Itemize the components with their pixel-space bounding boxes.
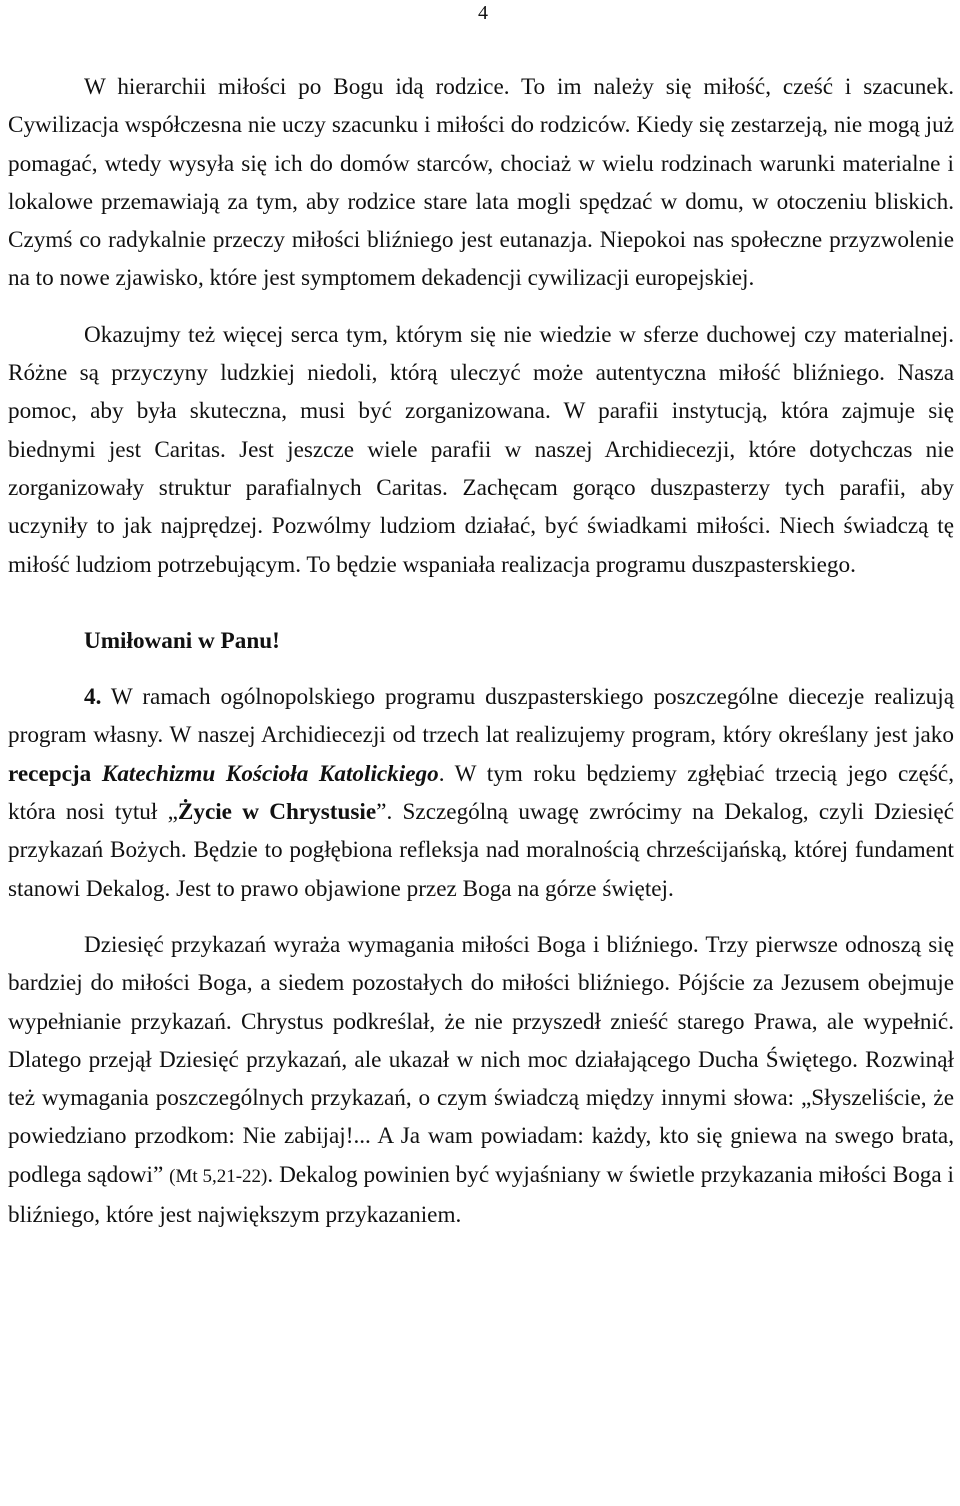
bible-citation: (Mt 5,21-22) bbox=[169, 1165, 268, 1187]
life-in-christ-title: Życie w Chrystusie bbox=[177, 799, 377, 826]
paragraph-decalogue bbox=[8, 926, 954, 1234]
decalogue-text-a: Dziesięć przykazań wyraża wymagania miłości Boga i bliźniego. Trzy pierwsze odnoszą się bardziej do miłości Boga, a siedem pozostałych do miłości bliźniego. Pójście za Jezusem obejmuje wypełnianie przykazań. Chrystus podkreślał, że nie przyszedł znieść starego Prawa, ale wypełnić. Dlatego przejął Dziesięć przykazań, ale ukazał w nich moc działającego Ducha Świętego. Rozwinął też wymagania poszczególnych przykazań, o czym świadczą między innymi słowa: „Słyszeliście, że powiedziano przodkom: Nie zabijaj!... A Ja wam powiadam: każdy, kto się gniewa na swego brata, podlega sądowi” bbox=[8, 931, 954, 1188]
decalogue-text-b: . Dekalog powinien być wyjaśniany w świetle przykazania miłości Boga i bliźniego, które jest największym przykazaniem. bbox=[8, 1161, 954, 1229]
paragraph-program bbox=[8, 678, 954, 908]
paragraph-parents: W hierarchii miłości po Bogu idą rodzice. To im należy się miłość, cześć i szacunek. Cywilizacja współczesna nie uczy szacunku i miłości do rodziców. Kiedy się zestarzeją, nie mogą już pomagać, wtedy wysyła się ich do domów starców, chociaż w wielu rodzinach warunki materialne i lokalowe przemawiają za tym, aby rodzice stare lata mogli spędzać w domu, w otoczeniu bliskich. Czymś co radykalnie przeczy miłości bliźniego jest eutanazja. Niepokoi nas społeczne przyzwolenie na to nowe zjawisko, które jest symptomem dekadencji cywilizacji europejskiej. bbox=[8, 74, 954, 292]
greeting-heading: Umiłowani w Panu! bbox=[84, 627, 280, 654]
paragraph-caritas: Okazujmy też więcej serca tym, którym się nie wiedzie w sferze duchowej czy materialnej. Różne są przyczyny ludzkiej niedoli, którą uleczyć może autentyczna miłość bliźniego. Nasza pomoc, aby była skuteczna, musi być zorganizowana. W parafii instytucją, która zajmuje się biednymi jest Caritas. Jest jeszcze wiele parafii w naszej Archidiecezji, które dotychczas nie zorganizowały struktur parafialnych Caritas. Zachęcam gorąco duszpasterzy tych parafii, aby uczyniły to jak najprędzej. Pozwólmy ludziom działać, być świadkami miłości. Niech świadczą tę miłość ludziom potrzebującym. To będzie wspaniała realizacja programu duszpasterskiego. bbox=[8, 321, 954, 578]
document-body bbox=[8, 68, 954, 1234]
program-text-c: ”. Szczególną uwagę zwrócimy na Dekalog, czyli Dziesięć przykazań Bożych. Będzie to pogłębiona refleksja nad moralnością chrześcijańską, której fundament stanowi Dekalog. Jest to prawo objawione przez Boga na górze świętej. bbox=[8, 799, 955, 902]
recepcja-term: recepcja bbox=[8, 760, 92, 787]
catechism-title: Katechizmu Kościoła Katolickiego bbox=[101, 760, 439, 787]
program-text-a: W ramach ogólnopolskiego programu duszpasterskiego poszczególne diecezje realizują program własny. W naszej Archidiecezji od trzech lat realizujemy program, który określany jest jako bbox=[8, 684, 954, 749]
page-number: 4 bbox=[478, 2, 488, 24]
space bbox=[91, 761, 102, 787]
program-text-b: . W tym roku będziemy zgłębiać trzecią jego część, która nosi tytuł „ bbox=[8, 760, 954, 826]
section-number: 4. bbox=[84, 684, 102, 711]
